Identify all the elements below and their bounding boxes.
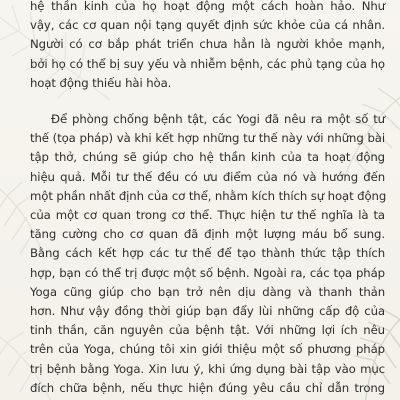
paragraph-1-line-2: vậy, các cơ quan nội tạng quyết định sức khỏe của cá nhân. [30,18,385,33]
paragraph-1-line-4: bởi họ có thể bị suy yếu và nhiễm bệnh, các phủ tạng của họ [30,56,385,71]
paragraph-1-line-3: Người có cơ bắp phát triển chưa hẳn là người khỏe mạnh, [30,37,385,52]
paragraph-2-line-13: trên của Yoga, chúng tôi xin giới thiệu một số phương pháp [30,342,385,357]
paragraph-2-line-1: Để phòng chống bệnh tật, các Yogi đã nêu ra một số tư [51,112,385,126]
paragraph-2-line-3: tập thở, chúng sẽ giúp cho hệ thần kinh của ta hoạt động [30,150,385,165]
paragraph-2-line-5: một phần nhất định của cơ thể, nhằm kích thích sự hoạt động [30,188,387,203]
paragraph-2-line-4: hiệu quả. Mỗi tư thế đều có ưu điểm của nó và hướng đến [30,169,385,184]
paragraph-2-line-11: hơn. Như vậy đồng thời giúp bạn đẩy lùi những cấp độ của [30,304,385,318]
paragraph-1-line-1: hệ thần kinh của họ hoạt động một cách hoàn hảo. Như [30,0,385,13]
paragraph-2-line-2: thế (tọa pháp) và khi kết hợp những tư thế này với những bài [30,131,385,146]
paragraph-2-line-14: trị bệnh bằng Yoga. Xin lưu ý, khi ứng dụng bài tập vào mục [30,361,385,376]
paragraph-2-line-9: hợp, bạn có thể trị được một số bệnh. Ngoài ra, các tọa pháp [30,265,385,280]
paragraph-2-line-7: tăng cường cho cơ quan đã định một lượng máu bổ sung. [30,227,385,242]
paragraph-2-line-8: Bằng cách kết hợp các tư thế để tạo thành thức tập thích [30,246,385,261]
paragraph-2-line-12: tinh thần, căn nguyên của bệnh tật. Với những lợi ích nêu [30,323,385,338]
paragraph-2-line-10: Yoga cũng giúp cho bạn trở nên dịu dàng và thanh thản [30,284,385,299]
paragraph-2-line-15: đích chữa bệnh, nếu thực hiện đúng yêu cầu chỉ dẫn trong [30,380,385,395]
paragraph-1-line-5: hoạt động thiếu hài hòa. [30,75,172,90]
paragraph-2-line-6: của một cơ quan trong cơ thể. Thực hiện tư thế nghĩa là ta [30,208,385,222]
